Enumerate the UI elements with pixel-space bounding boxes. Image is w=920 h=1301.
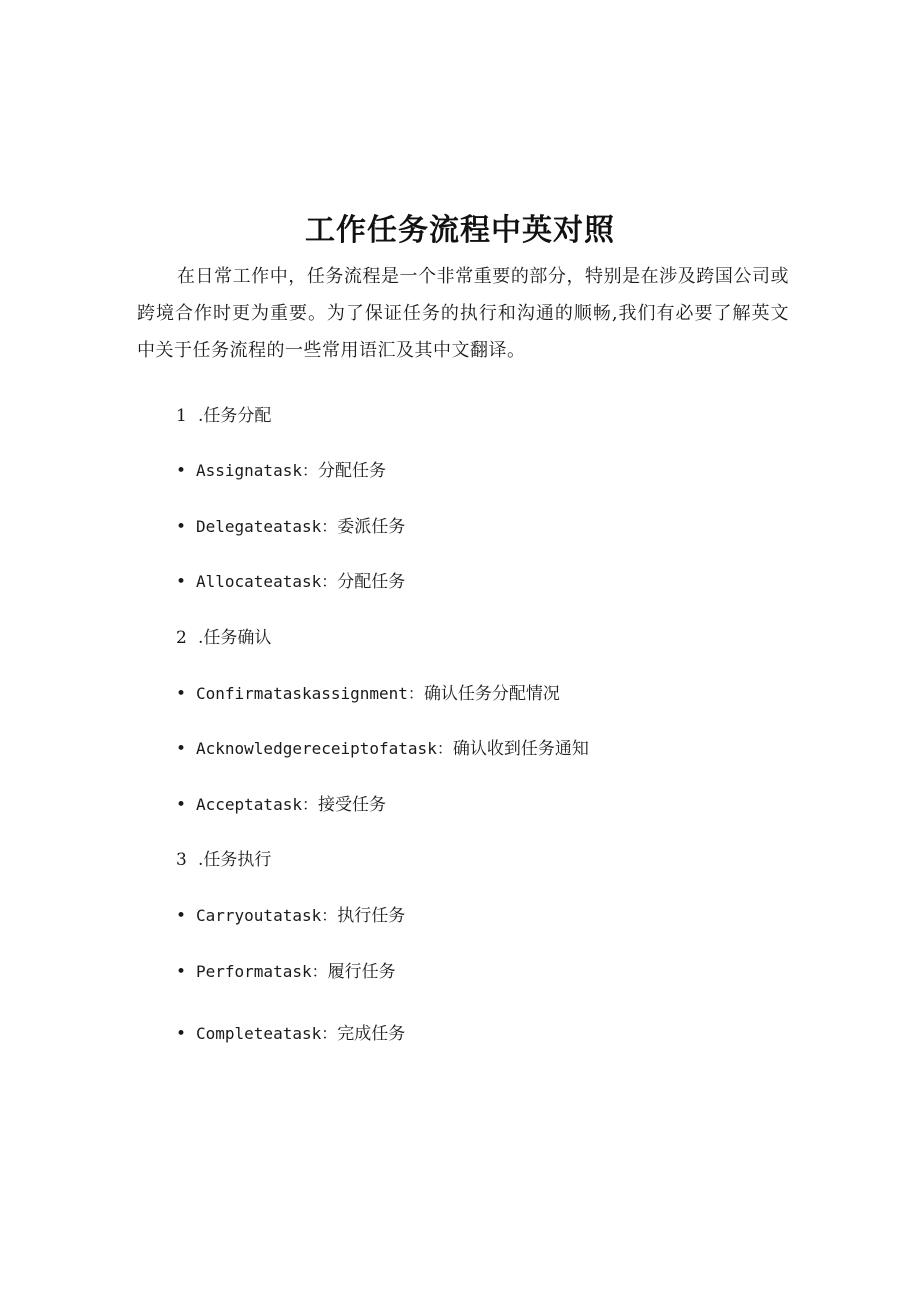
bullet-icon: • <box>176 962 187 982</box>
term-chinese: 分配任务 <box>317 461 386 481</box>
list-item <box>176 570 405 594</box>
section-heading-3 <box>176 848 271 872</box>
section-heading-1 <box>176 404 271 428</box>
section-number: 2 <box>176 628 187 648</box>
list-item <box>176 682 560 706</box>
term-english: Confirmataskassignment： <box>196 684 424 703</box>
term-chinese: 接受任务 <box>317 795 386 815</box>
page-title: 工作任务流程中英对照 <box>305 213 615 248</box>
term-chinese: 履行任务 <box>327 962 396 982</box>
section-heading-text: .任务分配 <box>198 406 272 426</box>
term-chinese: 完成任务 <box>337 1024 406 1044</box>
list-item <box>176 459 386 483</box>
term-chinese: 确认任务分配情况 <box>423 684 560 704</box>
term-chinese: 委派任务 <box>337 517 406 537</box>
section-number: 1 <box>176 406 187 426</box>
term-english: Acknowledgereceiptofatask： <box>196 739 453 758</box>
bullet-icon: • <box>176 517 187 537</box>
list-item <box>176 515 405 539</box>
bullet-icon: • <box>176 572 187 592</box>
bullet-icon: • <box>176 906 187 926</box>
intro-paragraph: 在日常工作中，任务流程是一个非常重要的部分，特别是在涉及跨国公司或跨境合作时更为重要。为了保证任务的执行和沟通的顺畅,我们有必要了解英文中关于任务流程的一些常用语汇及其中文翻译。 <box>137 266 789 361</box>
term-english: Allocateatask： <box>196 572 338 591</box>
section-number: 3 <box>176 850 187 870</box>
bullet-icon: • <box>176 1024 187 1044</box>
section-heading-text: .任务确认 <box>198 628 272 648</box>
term-chinese: 执行任务 <box>337 906 406 926</box>
list-item <box>176 793 386 817</box>
bullet-icon: • <box>176 795 187 815</box>
list-item <box>176 1022 405 1046</box>
term-english: Performatask： <box>196 962 328 981</box>
list-item <box>176 737 589 761</box>
list-item <box>176 960 396 984</box>
section-heading-text: .任务执行 <box>198 850 272 870</box>
section-heading-2 <box>176 626 271 650</box>
list-item <box>176 904 405 928</box>
term-english: Acceptatask： <box>196 795 318 814</box>
term-chinese: 确认收到任务通知 <box>452 739 589 759</box>
bullet-icon: • <box>176 684 187 704</box>
bullet-icon: • <box>176 739 187 759</box>
term-english: Delegateatask： <box>196 517 338 536</box>
term-english: Completeatask： <box>196 1024 338 1043</box>
term-chinese: 分配任务 <box>337 572 406 592</box>
term-english: Assignatask： <box>196 461 318 480</box>
bullet-icon: • <box>176 461 187 481</box>
term-english: Carryoutatask： <box>196 906 338 925</box>
